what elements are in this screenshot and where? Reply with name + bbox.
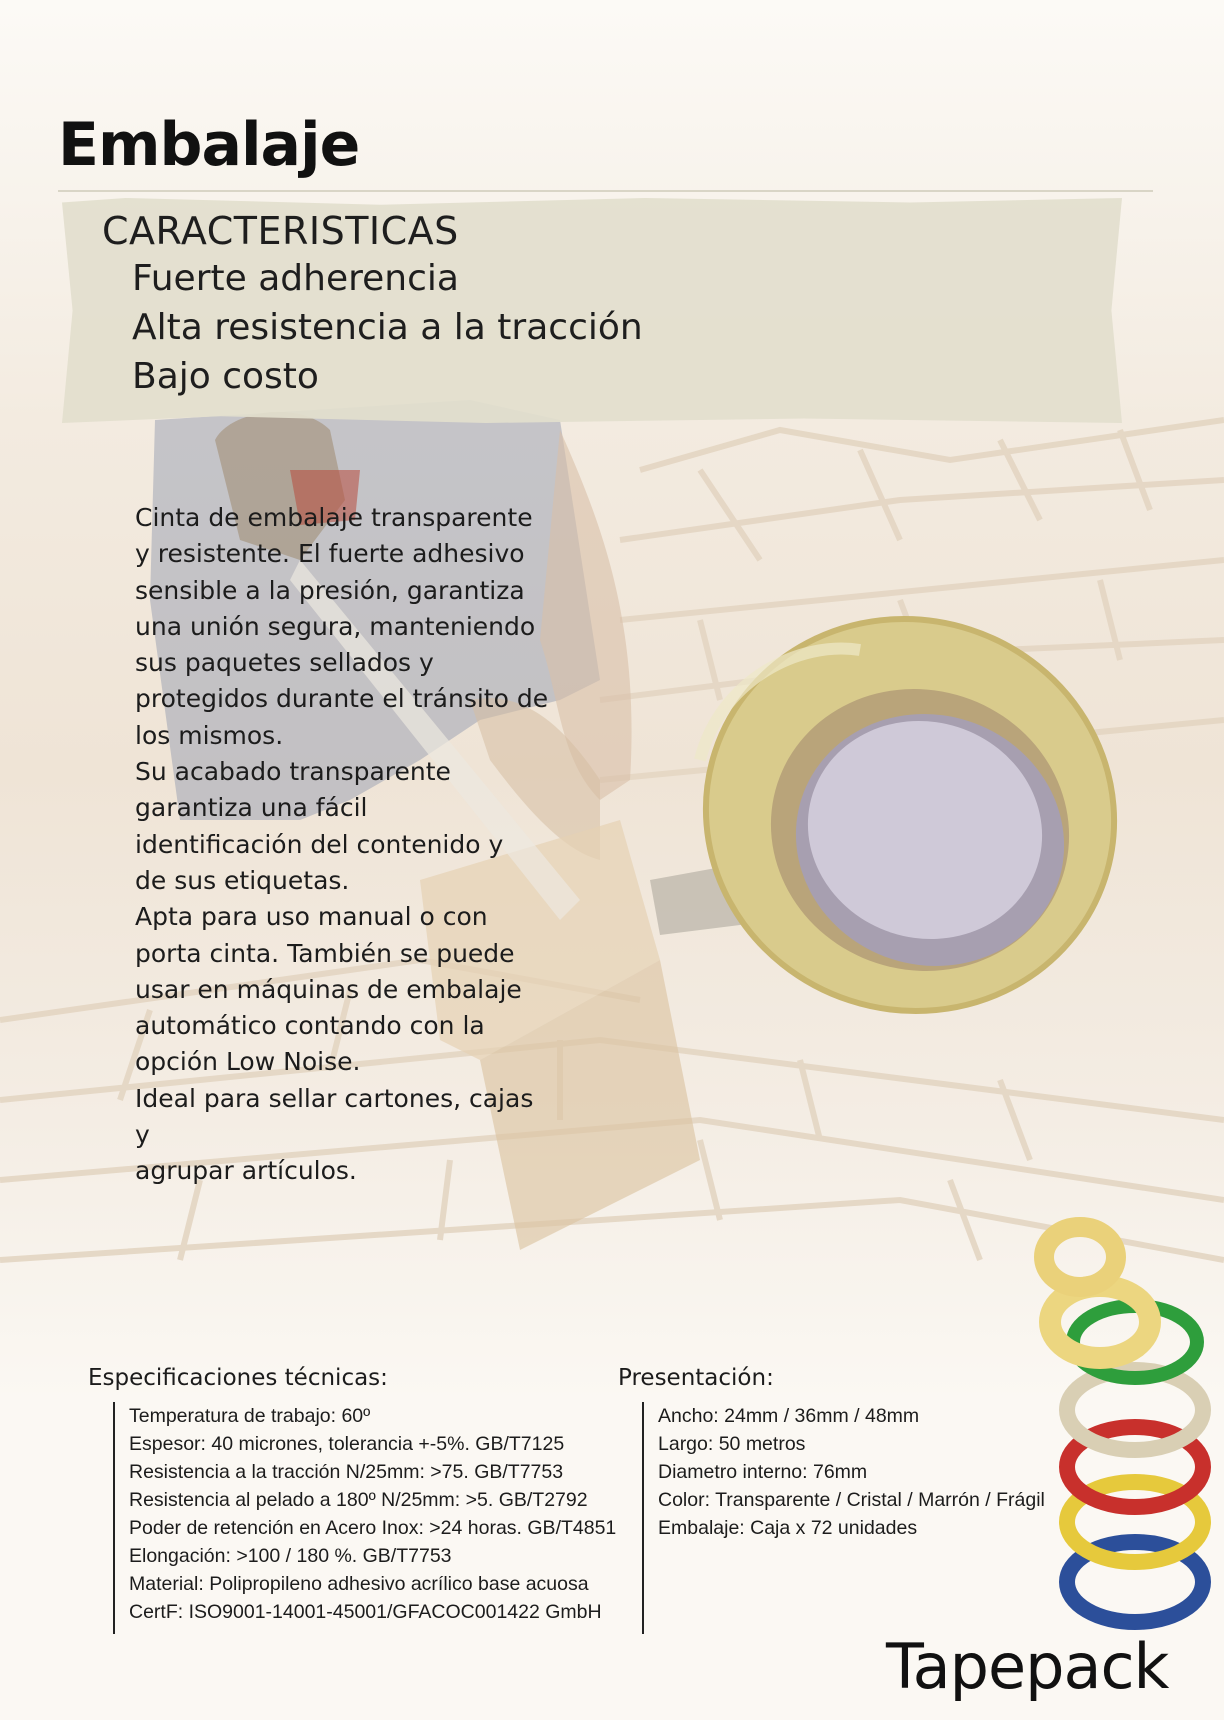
description-line: opción Low Noise.: [135, 1047, 361, 1077]
characteristics-block: [102, 208, 643, 401]
presentation-item: Diametro interno: 76mm: [658, 1461, 868, 1483]
presentation-heading: Presentación:: [618, 1365, 774, 1391]
spec-item: CertF: ISO9001-14001-45001/GFACOC001422 GmbH: [129, 1601, 602, 1623]
presentation-list: [642, 1402, 1045, 1634]
product-description: [135, 500, 555, 1190]
specs-list: [113, 1402, 616, 1634]
description-line: agrupar artículos.: [135, 1156, 357, 1186]
description-line: Su acabado transparente: [135, 757, 451, 787]
presentation-item: Color: Transparente / Cristal / Marrón / Frágil: [658, 1489, 1045, 1511]
spec-item: Espesor: 40 micrones, tolerancia +-5%. GB/T7125: [129, 1433, 565, 1455]
description-line: identificación del contenido y: [135, 829, 504, 859]
description-line: protegidos durante el tránsito de: [135, 684, 549, 714]
spec-item: Temperatura de trabajo: 60º: [129, 1405, 371, 1427]
description-line: usar en máquinas de embalaje: [135, 974, 522, 1004]
page-title: Embalaje: [58, 110, 360, 180]
description-line: Cinta de embalaje transparente: [135, 503, 533, 532]
description-line: Apta para uso manual o con: [135, 902, 488, 932]
description-line: una unión segura, manteniendo: [135, 611, 536, 641]
spec-item: Poder de retención en Acero Inox: >24 horas. GB/T4851: [129, 1517, 617, 1539]
description-line: automático contando con la: [135, 1011, 485, 1041]
description-line: sus paquetes sellados y: [135, 648, 434, 678]
description-line: Ideal para sellar cartones, cajas y: [135, 1083, 534, 1150]
description-line: los mismos.: [135, 720, 284, 750]
characteristic-item: Alta resistencia a la tracción: [132, 307, 643, 348]
tape-roll-image: [650, 566, 1165, 1064]
tapepack-logo: Tapepack: [886, 1630, 1169, 1703]
description-line: y resistente. El fuerte adhesivo: [135, 539, 525, 569]
presentation-item: Ancho: 24mm / 36mm / 48mm: [658, 1405, 920, 1427]
tape-stack-image: [1030, 1212, 1224, 1632]
characteristics-heading: CARACTERISTICAS: [102, 209, 459, 253]
presentation-item: Largo: 50 metros: [658, 1433, 806, 1455]
presentation-item: Embalaje: Caja x 72 unidades: [658, 1517, 918, 1539]
characteristic-item: Fuerte adherencia: [132, 258, 459, 299]
spec-item: Resistencia al pelado a 180º N/25mm: >5. GB/T2792: [129, 1489, 588, 1511]
spec-item: Resistencia a la tracción N/25mm: >75. GB/T7753: [129, 1461, 564, 1483]
specs-heading: Especificaciones técnicas:: [88, 1365, 388, 1391]
description-line: sensible a la presión, garantiza: [135, 575, 525, 605]
spec-item: Elongación: >100 / 180 %. GB/T7753: [129, 1545, 452, 1567]
title-divider: [58, 190, 1153, 192]
description-line: garantiza una fácil: [135, 793, 368, 823]
description-line: porta cinta. También se puede: [135, 938, 515, 968]
description-line: de sus etiquetas.: [135, 865, 350, 895]
spec-item: Material: Polipropileno adhesivo acrílico base acuosa: [129, 1573, 589, 1595]
characteristic-item: Bajo costo: [132, 356, 319, 397]
